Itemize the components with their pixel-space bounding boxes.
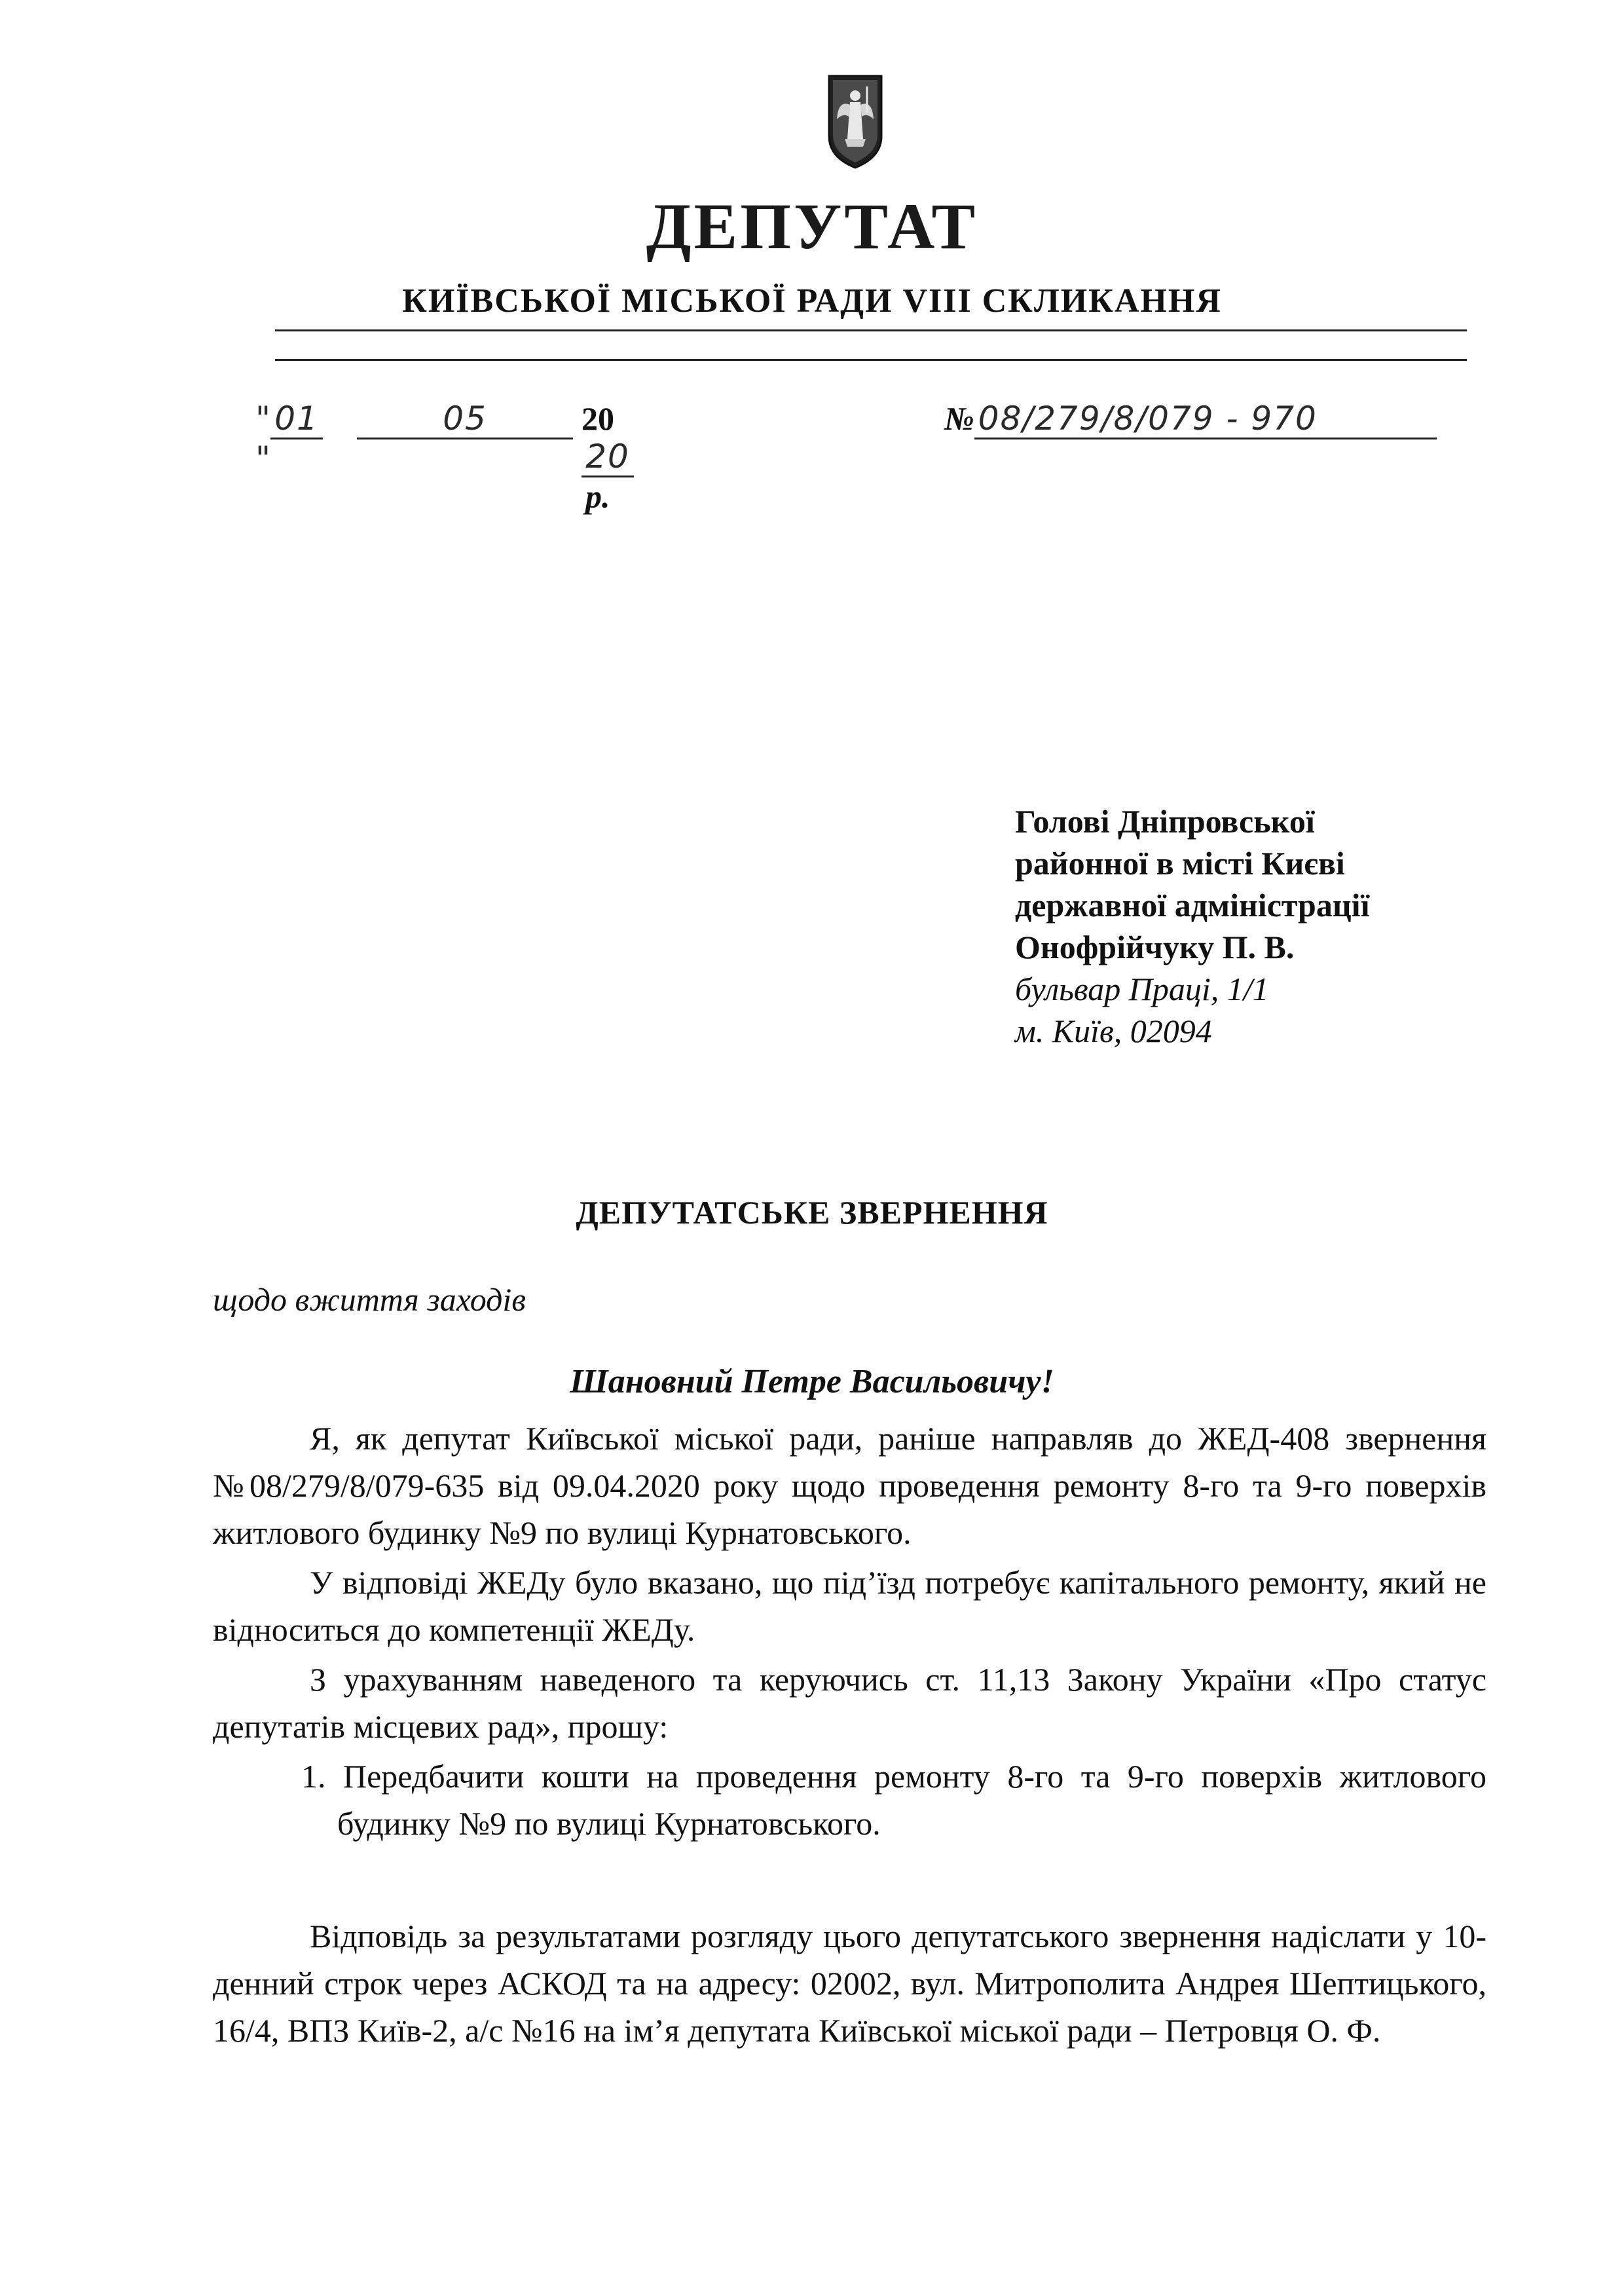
body-paragraph: З урахуванням наведеного та керуючись ст. 11,13 Закону України «Про статус депутатів місцевих рад», прошу: (213, 1661, 1486, 1745)
addressee-city: м. Київ, 02094 (1015, 1013, 1212, 1049)
date-year-suffix: 20 (581, 438, 634, 477)
addressee-block (1015, 800, 1369, 1052)
date-day: " 01" (255, 400, 323, 477)
letter-body (213, 1415, 1486, 2057)
closing-paragraph: Відповідь за результатами розгляду цього депутатського звернення надіслати у 10-денний строк через АСКОД та на адресу: 02002, вул. Митрополита Андрея Шептицького, 16/4, ВПЗ Київ-2, а/с №16 на ім’я депутата Київської міської ради – Петровця О. Ф. (213, 1918, 1486, 2049)
date-year (581, 400, 634, 515)
date-month (357, 400, 573, 439)
body-paragraph: У відповіді ЖЕДу було вказано, що під’їзд потребує капітального ремонту, який не відноситься до компетенції ЖЕДу. (213, 1564, 1486, 1648)
registration-number (944, 400, 1437, 452)
document-heading: ДЕПУТАТСЬКЕ ЗВЕРНЕННЯ (576, 1194, 1048, 1231)
letterhead-rule-bottom (275, 359, 1467, 361)
paragraph-gap (213, 1847, 1486, 1912)
letterhead-title: ДЕПУТАТ (646, 190, 978, 263)
letterhead-rule-top (275, 329, 1467, 331)
addressee-line: Голові Дніпровської (1015, 803, 1315, 840)
request-list (213, 1753, 1486, 1847)
reg-number-label: № (944, 400, 974, 437)
body-paragraph: Я, як депутат Київської міської ради, раніше направляв до ЖЕД-408 звернення №08/279/8/079-635 від 09.04.2020 року щодо проведення ремонту 8-го та 9-го поверхів житлового будинку №9 по вулиці Курнатовського. (213, 1420, 1486, 1551)
date-month-value: 05 (357, 400, 573, 439)
document-subject: щодо вжиття заходів (213, 1281, 526, 1318)
addressee-name: Онофрійчуку П. В. (1015, 929, 1295, 965)
date-year-mark: р. (585, 478, 610, 515)
salutation: Шановний Петре Васильовичу! (570, 1363, 1054, 1400)
reg-number-value: 08/279/8/079 - 970 (974, 400, 1437, 439)
addressee-line: державної адміністрації (1015, 887, 1370, 924)
date-day-value: 01 (270, 400, 323, 439)
kyiv-coat-of-arms-icon (826, 73, 884, 170)
letterhead-subtitle: КИЇВСЬКОЇ МІСЬКОЇ РАДИ VIII СКЛИКАННЯ (402, 282, 1222, 320)
addressee-line: районної в місті Києві (1015, 845, 1345, 882)
addressee-street: бульвар Праці, 1/1 (1015, 971, 1269, 1007)
date-year-prefix: 20 (581, 400, 614, 437)
request-list-item: 1. Передбачити кошти на проведення ремонту 8-го та 9-го поверхів житлового будинку №9 по вулиці Курнатовського. (301, 1758, 1486, 1842)
